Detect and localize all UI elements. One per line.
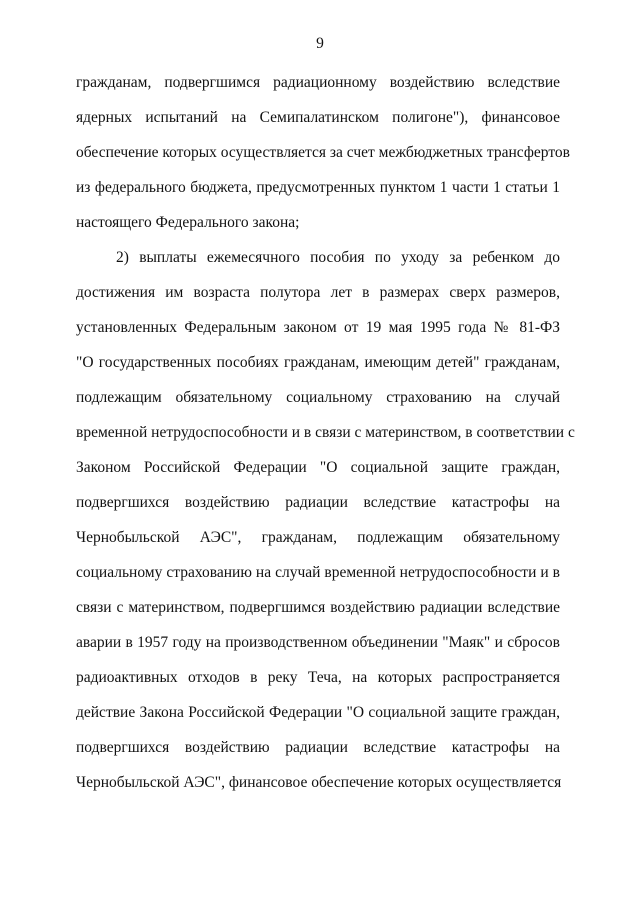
- text-line: подвергшихся воздействию радиации вследствие катастрофы на: [76, 494, 560, 511]
- text-line: ядерных испытаний на Семипалатинском полигоне"), финансовое: [76, 109, 560, 126]
- text-line: достижения им возраста полутора лет в размерах сверх размеров,: [76, 284, 560, 301]
- text-line: "О государственных пособиях гражданам, имеющим детей" гражданам,: [76, 354, 560, 371]
- text-line: временной нетрудоспособности и в связи с материнством, в соответствии с: [76, 424, 575, 441]
- text-line: установленных Федеральным законом от 19 мая 1995 года № 81-ФЗ: [76, 319, 560, 336]
- text-line: из федерального бюджета, предусмотренных пунктом 1 части 1 статьи 1: [76, 179, 560, 196]
- text-line: настоящего Федерального закона;: [76, 214, 300, 231]
- text-line: социальному страхованию на случай временной нетрудоспособности и в: [76, 564, 560, 581]
- text-line: 2) выплаты ежемесячного пособия по уходу за ребенком до: [116, 249, 560, 266]
- text-line: радиоактивных отходов в реку Теча, на которых распространяется: [76, 669, 560, 686]
- text-line: Чернобыльской АЭС", гражданам, подлежащим обязательному: [76, 529, 560, 546]
- text-line: действие Закона Российской Федерации "О социальной защите граждан,: [76, 704, 560, 721]
- text-line: связи с материнством, подвергшимся воздействию радиации вследствие: [76, 599, 560, 616]
- text-line: гражданам, подвергшимся радиационному воздействию вследствие: [76, 74, 560, 91]
- text-line: подлежащим обязательному социальному страхованию на случай: [76, 389, 560, 406]
- text-line: аварии в 1957 году на производственном объединении "Маяк" и сбросов: [76, 634, 560, 651]
- text-line: обеспечение которых осуществляется за счет межбюджетных трансфертов: [76, 144, 570, 161]
- text-line: Чернобыльской АЭС", финансовое обеспечение которых осуществляется: [76, 774, 562, 791]
- text-line: Законом Российской Федерации "О социальной защите граждан,: [76, 459, 560, 476]
- page-number: 9: [316, 35, 324, 52]
- text-line: подвергшихся воздействию радиации вследствие катастрофы на: [76, 739, 560, 756]
